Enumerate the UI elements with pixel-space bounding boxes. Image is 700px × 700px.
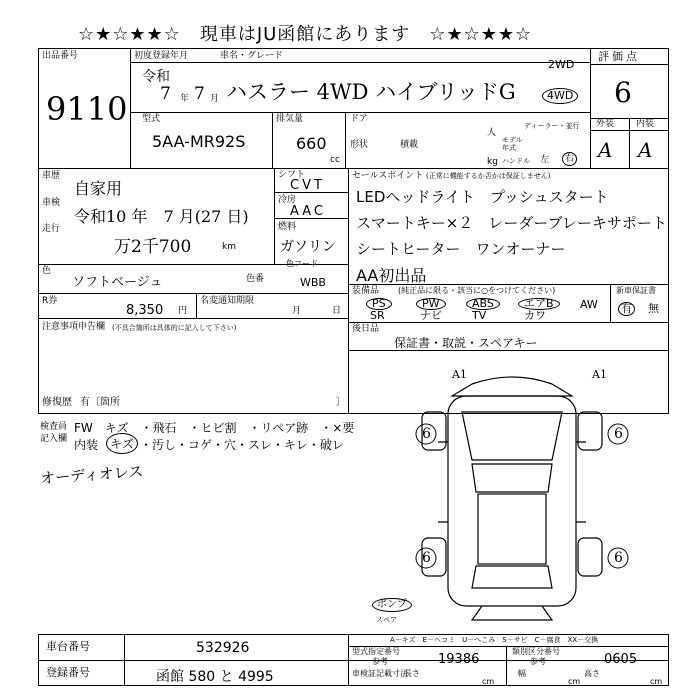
- inspection-label: 車検: [42, 198, 61, 208]
- color-no-label: 色番: [246, 274, 265, 284]
- drive-4wd: 4WD: [542, 88, 578, 104]
- first-reg-label: 初度登録年月: [134, 51, 189, 61]
- displacement-value: 660: [296, 134, 327, 153]
- handwritten-note: オーディオレス: [39, 462, 144, 488]
- history-label: 車歴: [42, 171, 61, 181]
- load-unit: kg: [487, 157, 498, 167]
- remarks-label: 注意事項申告欄: [42, 322, 106, 332]
- score-value: 6: [614, 76, 632, 109]
- recycle-unit: 円: [178, 306, 188, 316]
- new-car-warranty-label: 新車保証書: [616, 286, 656, 295]
- inspection-value: 令和10 年 7 月(27 日): [74, 207, 249, 226]
- model-value: 5AA-MR92S: [152, 132, 246, 151]
- dealer-label: ディーラー・並行: [524, 122, 580, 130]
- diagram-mark-fl-6: 6: [422, 426, 431, 442]
- after-label: 後日品: [352, 324, 380, 334]
- displacement-unit: cc: [330, 155, 340, 165]
- spec-number-label: 型式指定番号: [352, 647, 400, 656]
- car-rear-window-line: [472, 566, 552, 588]
- sales-note: (正常に機能するか否かは保証しません): [426, 172, 551, 180]
- chassis-label: 車台番号: [46, 640, 90, 653]
- car-hood-line: [462, 412, 562, 460]
- sales-line-3: シートヒーター ワンオーナー: [356, 240, 566, 258]
- diagram-mark-front-left: A1: [452, 368, 467, 381]
- length-unit: cm: [482, 677, 495, 686]
- mileage-value: 万2千700: [114, 237, 192, 257]
- diagram-mark-rl-6: 6: [422, 550, 431, 566]
- spec-number-value: 19386: [438, 652, 480, 667]
- model-label: 型式: [142, 114, 161, 124]
- inspector-label-2: 記入欄: [40, 434, 68, 444]
- plate-value: 函館 580 と 4995: [156, 669, 274, 685]
- damage-legend: A－キズ E－ヘコミ U－へこみ S－サビ C－腐食 XX－交換: [390, 636, 599, 644]
- chassis-value: 532926: [196, 640, 250, 656]
- diagram-mark-front-right: A1: [592, 368, 607, 381]
- height-unit: cm: [650, 677, 663, 686]
- drive-2wd: 2WD: [548, 58, 575, 71]
- handle-label: ハンドル: [502, 157, 530, 165]
- sales-label: セールスポイント: [352, 171, 424, 181]
- spare-sub-label: スペア: [376, 616, 397, 624]
- fuel-value: ガソリン: [280, 239, 336, 255]
- diagram-mark-rr-6: 6: [614, 550, 623, 566]
- color-value: ソフトベージュ: [72, 275, 163, 290]
- shift-value: CVT: [290, 178, 325, 193]
- sales-line-4: AA初出品: [356, 266, 427, 285]
- ownership-day: 日: [332, 306, 342, 316]
- width-unit: cm: [568, 677, 581, 686]
- car-damage-diagram: [352, 352, 672, 632]
- new-car-no: 無: [648, 302, 659, 315]
- persons-unit: 人: [487, 128, 497, 138]
- reg-year-unit: 年: [180, 94, 190, 104]
- sales-line-1: LEDヘッドライト プッシュスタート: [356, 188, 609, 206]
- recycle-label: R券: [42, 296, 58, 306]
- diagram-mark-fr-6: 6: [614, 426, 623, 442]
- interior-value: A: [638, 138, 653, 162]
- handle-right: 右: [562, 152, 577, 166]
- spec-ref-label: 参考: [372, 657, 388, 666]
- repair-label: 修復歴: [42, 397, 72, 408]
- inspector-line-2-rest: ・汚し・コゲ・穴・スレ・キレ・破レ: [140, 438, 344, 452]
- length-label: 長さ: [404, 669, 420, 678]
- mileage-unit: km: [222, 242, 236, 252]
- color-label: 色: [42, 266, 52, 276]
- equip-tv: TV: [472, 309, 487, 322]
- inspector-label-1: 検査員: [40, 422, 68, 432]
- height-label: 高さ: [584, 669, 600, 678]
- recycle-value: 8,350: [126, 303, 164, 318]
- lot-number: 9110: [46, 90, 128, 128]
- width-label: 幅: [518, 669, 526, 678]
- ownership-label: 名変通知期限: [200, 296, 255, 306]
- equip-aw: AW: [580, 298, 598, 311]
- class-number-value: 0605: [604, 652, 638, 667]
- equip-leather: カワ: [524, 309, 546, 322]
- car-body-outline: [448, 396, 576, 606]
- equip-airbag: エアB: [518, 298, 560, 310]
- plate-label: 登録番号: [46, 666, 90, 679]
- size-label: 車検証記載寸法: [352, 669, 408, 678]
- color-code-label: 色コード: [286, 259, 318, 268]
- car-name: ハスラー 4WD ハイブリッドG: [226, 80, 516, 104]
- equip-sr: SR: [370, 309, 385, 322]
- equip-ps: PS: [366, 298, 392, 310]
- handle-left: 左: [540, 155, 550, 165]
- color-code-value: WBB: [300, 276, 326, 289]
- reg-year: 7: [160, 84, 171, 104]
- equip-abs: ABS: [466, 298, 500, 310]
- shape-label: 形状: [350, 140, 369, 150]
- reg-month-unit: 月: [210, 94, 220, 104]
- class-ref-label: 参考: [530, 657, 546, 666]
- lot-label: 出品番号: [42, 51, 79, 61]
- inspector-line-2-circled: キズ: [106, 433, 138, 454]
- sales-line-2: スマートキー×２ レーダーブレーキサポート: [356, 214, 667, 232]
- repair-value: 有〔箇所: [80, 397, 120, 408]
- equipment-note: (純正品に限る・該当に○をつけてください): [398, 286, 556, 295]
- mileage-label: 走行: [42, 224, 61, 234]
- car-rear-bumper-line: [472, 606, 552, 620]
- exterior-label: 外装: [596, 119, 615, 129]
- door-label: ドア: [350, 114, 368, 124]
- ac-label: 冷房: [278, 195, 297, 205]
- shift-label: シフト: [278, 170, 306, 180]
- header-title: ☆★☆★★☆ 現車はJU函館にあります ☆★☆★★☆: [78, 24, 533, 45]
- remarks-note: (不具合箇所は具体的に記入して下さい): [112, 324, 237, 332]
- model-year-label: モデル年式: [502, 136, 523, 152]
- ac-value: AAC: [290, 204, 326, 219]
- after-value: 保証書・取説・スペアキー: [394, 336, 538, 350]
- score-label: 評価点: [598, 50, 640, 63]
- repair-close: 〕: [336, 397, 346, 408]
- reg-month: 7: [194, 84, 205, 104]
- fuel-label: 燃料: [278, 222, 297, 232]
- inspector-line-2-prefix: 内装: [74, 438, 99, 452]
- equip-pw: PW: [416, 298, 446, 310]
- spare-pump-label: ポンプ: [372, 598, 412, 612]
- front-right-fender: [578, 412, 602, 450]
- exterior-value: A: [598, 138, 613, 162]
- equip-navi: ナビ: [420, 309, 442, 322]
- inspector-line-1: FW キズ ・飛石 ・ヒビ割 ・リペア跡 ・×要: [74, 421, 355, 435]
- load-label: 積載: [400, 140, 419, 150]
- class-number-label: 類別区分番号: [512, 647, 560, 656]
- car-front-bumper-line: [452, 377, 572, 396]
- reg-era: 令和: [142, 69, 170, 85]
- ownership-month: 月: [292, 306, 302, 316]
- history-value: 自家用: [74, 179, 123, 198]
- name-grade-label: 車名・グレード: [220, 51, 284, 61]
- rear-right-fender: [578, 538, 602, 576]
- new-car-yes: 有: [618, 302, 635, 316]
- car-windshield-line: [472, 464, 552, 492]
- equipment-label: 装備品: [352, 286, 380, 296]
- displacement-label: 排気量: [276, 114, 304, 124]
- interior-label: 内装: [636, 119, 655, 129]
- car-roof-line: [478, 494, 546, 564]
